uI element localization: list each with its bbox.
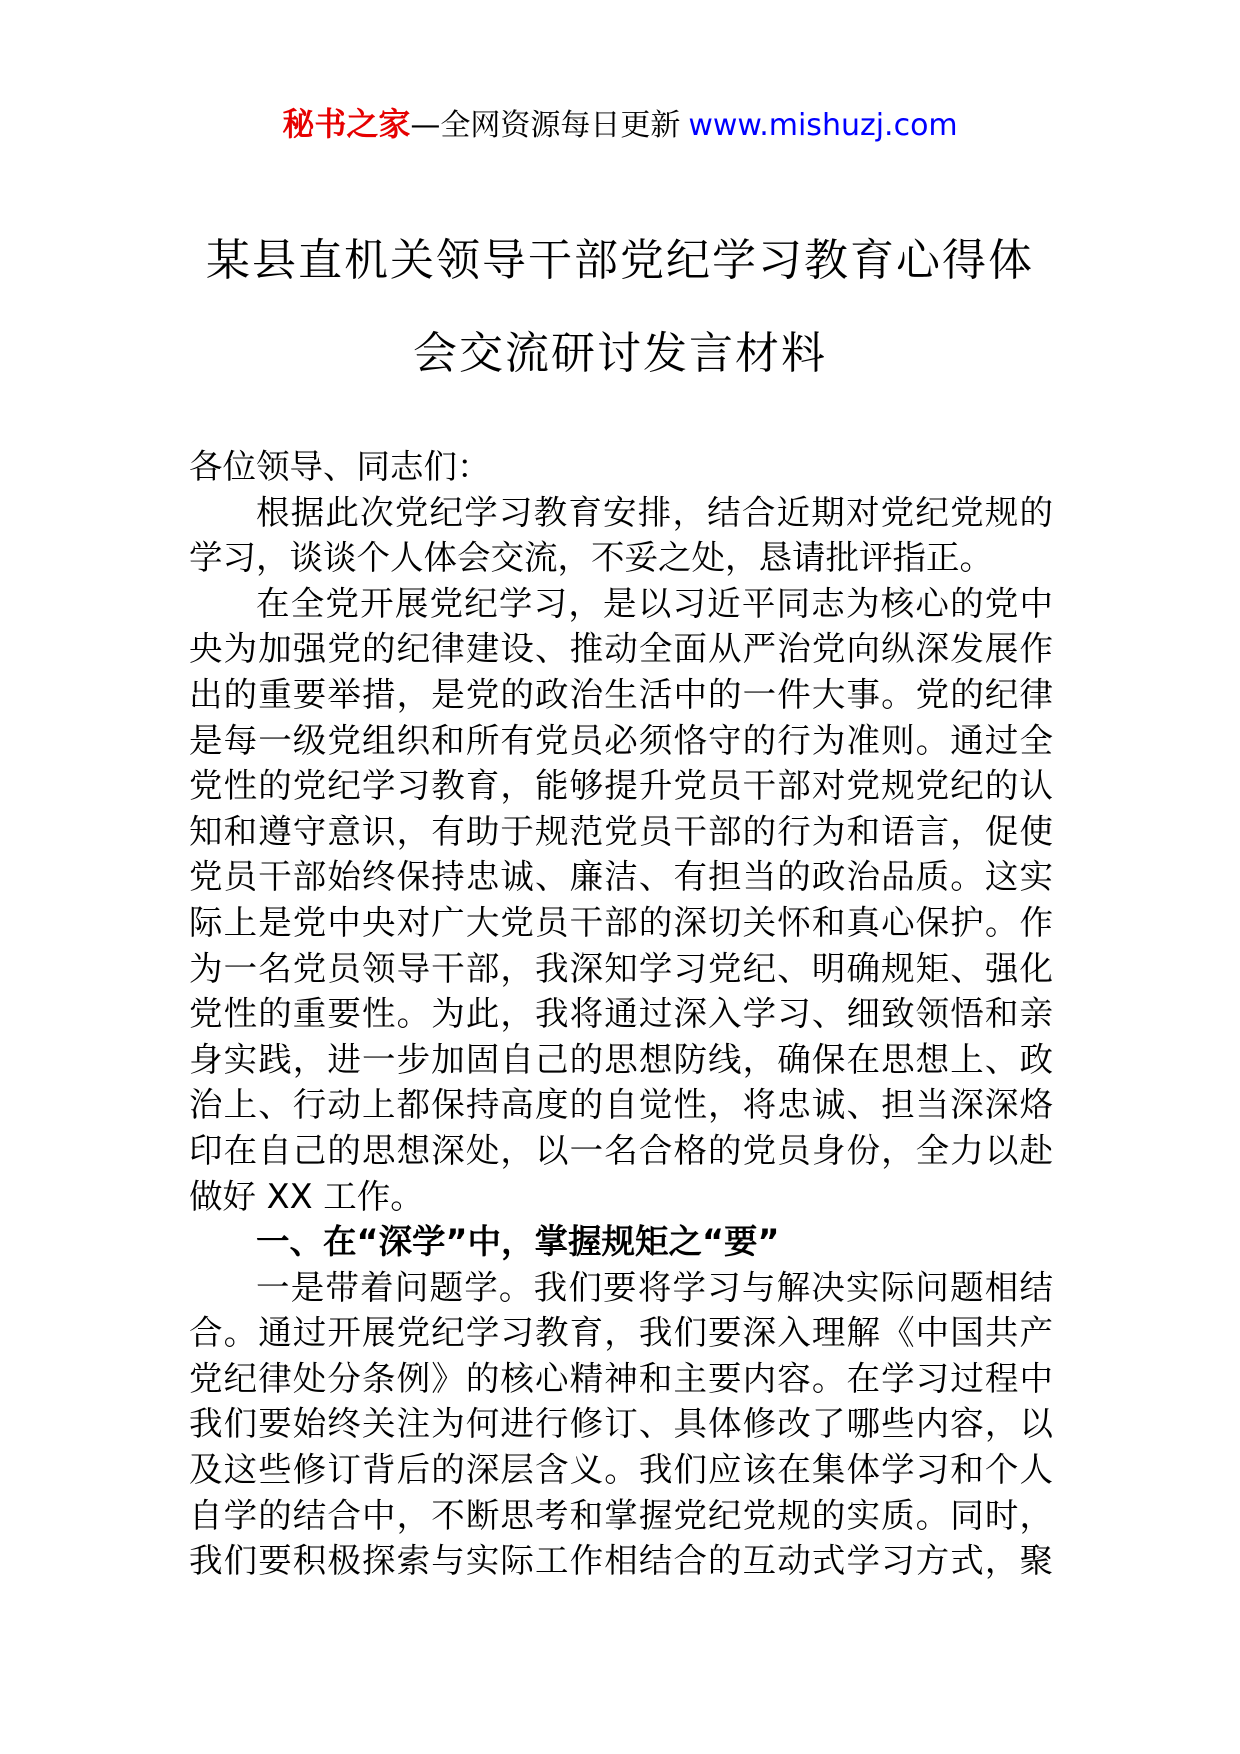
body-line: 印在自己的思想深处，以一名合格的党员身份，全力以赴 <box>189 1130 1053 1170</box>
header-tagline: —全网资源每日更新 <box>410 108 681 143</box>
body-line: 出的重要举措，是党的政治生活中的一件大事。党的纪律 <box>189 674 1053 714</box>
body-line: 知和遵守意识，有助于规范党员干部的行为和语言，促使 <box>189 811 1053 851</box>
body-line: 学习，谈谈个人体会交流，不妥之处，恳请批评指正。 <box>189 538 993 578</box>
body-line: 党员干部始终保持忠诚、廉洁、有担当的政治品质。这实 <box>189 857 1053 897</box>
body-line: 合。通过开展党纪学习教育，我们要深入理解《中国共产 <box>189 1313 1053 1353</box>
site-header <box>0 104 1240 144</box>
salutation: 各位领导、同志们： <box>189 447 491 486</box>
title-line: 某县直机关领导干部党纪学习教育心得体 <box>206 235 1034 286</box>
body-line: 根据此次党纪学习教育安排，结合近期对党纪党规的 <box>256 492 1053 532</box>
body-line: 做好 XX 工作。 <box>189 1176 424 1216</box>
body-line: 央为加强党的纪律建设、推动全面从严治党向纵深发展作 <box>189 629 1053 669</box>
body-line: 为一名党员领导干部，我深知学习党纪、明确规矩、强化 <box>189 948 1053 988</box>
body-line: 在全党开展党纪学习，是以习近平同志为核心的党中 <box>256 583 1053 623</box>
document-title <box>0 214 1240 400</box>
body-line: 党性的党纪学习教育，能够提升党员干部对党规党纪的认 <box>189 766 1053 806</box>
body-line: 党性的重要性。为此，我将通过深入学习、细致领悟和亲 <box>189 994 1053 1034</box>
brand-name: 秘书之家 <box>282 105 411 143</box>
body-line: 我们要积极探索与实际工作相结合的互动式学习方式，聚 <box>189 1541 1053 1581</box>
body-line: 际上是党中央对广大党员干部的深切关怀和真心保护。作 <box>189 902 1053 942</box>
body-line: 及这些修订背后的深层含义。我们应该在集体学习和个人 <box>189 1450 1053 1490</box>
paragraph <box>189 581 1053 1219</box>
body-line: 自学的结合中，不断思考和掌握党纪党规的实质。同时， <box>189 1495 1053 1535</box>
body-line: 是每一级党组织和所有党员必须恪守的行为准则。通过全 <box>189 720 1053 760</box>
paragraph <box>189 1265 1053 1584</box>
body-line: 治上、行动上都保持高度的自觉性，将忠诚、担当深深烙 <box>189 1085 1053 1125</box>
document-body <box>189 444 1053 1584</box>
body-line: 身实践，进一步加固自己的思想防线，确保在思想上、政 <box>189 1039 1053 1079</box>
section-heading: 一、在“深学”中，掌握规矩之“要” <box>256 1222 780 1262</box>
paragraph <box>189 490 1053 581</box>
body-line: 我们要始终关注为何进行修订、具体修改了哪些内容，以 <box>189 1404 1053 1444</box>
title-line: 会交流研讨发言材料 <box>413 328 827 379</box>
site-url-link[interactable]: www.mishuzj.com <box>688 108 958 143</box>
body-line: 一是带着问题学。我们要将学习与解决实际问题相结 <box>256 1267 1053 1307</box>
body-line: 党纪律处分条例》的核心精神和主要内容。在学习过程中 <box>189 1358 1053 1398</box>
